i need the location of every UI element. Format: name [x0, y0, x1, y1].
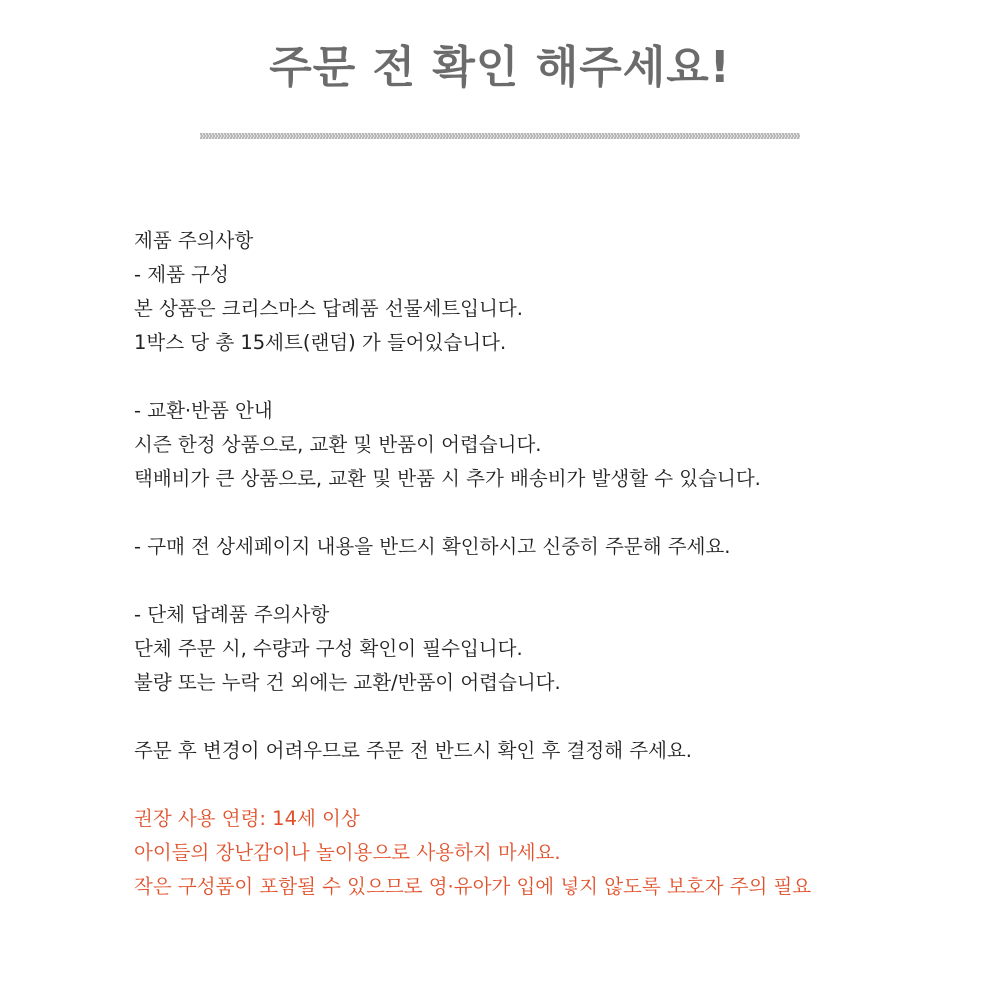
product-notice-section [134, 224, 974, 360]
warning-text: 작은 구성품이 포함될 수 있으므로 영·유아가 입에 넣지 않도록 보호자 주의 필요 [134, 875, 812, 898]
notice-body [134, 224, 974, 904]
spacer [134, 496, 974, 530]
section-heading: 제품 주의사항 [134, 229, 254, 252]
spacer [134, 360, 974, 394]
subheading: - 제품 구성 [134, 263, 229, 286]
divider [200, 133, 800, 139]
group-order-section [134, 598, 974, 700]
notice-text: 시즌 한정 상품으로, 교환 및 반품이 어렵습니다. [134, 433, 542, 456]
purchase-notice-section [134, 530, 974, 564]
order-confirm-section [134, 734, 974, 768]
notice-text: 본 상품은 크리스마스 답례품 선물세트입니다. [134, 297, 523, 320]
warning-text: 아이들의 장난감이나 놀이용으로 사용하지 마세요. [134, 841, 561, 864]
spacer [134, 700, 974, 734]
page-title: 주문 전 확인 해주세요! [269, 42, 731, 93]
subheading: - 단체 답례품 주의사항 [134, 603, 330, 626]
notice-text: 단체 주문 시, 수량과 구성 확인이 필수입니다. [134, 637, 523, 660]
spacer [134, 768, 974, 802]
notice-text: 주문 후 변경이 어려우므로 주문 전 반드시 확인 후 결정해 주세요. [134, 739, 692, 762]
exchange-return-section [134, 394, 974, 496]
subheading: - 교환·반품 안내 [134, 399, 273, 422]
notice-text: 택배비가 큰 상품으로, 교환 및 반품 시 추가 배송비가 발생할 수 있습니다. [134, 467, 761, 490]
subheading: - 구매 전 상세페이지 내용을 반드시 확인하시고 신중히 주문해 주세요. [134, 535, 731, 558]
spacer [134, 564, 974, 598]
safety-warning-section [134, 802, 974, 904]
age-recommendation: 권장 사용 연령: 14세 이상 [134, 807, 360, 830]
notice-text: 1박스 당 총 15세트(랜덤) 가 들어있습니다. [134, 331, 507, 354]
notice-text: 불량 또는 누락 건 외에는 교환/반품이 어렵습니다. [134, 671, 561, 694]
